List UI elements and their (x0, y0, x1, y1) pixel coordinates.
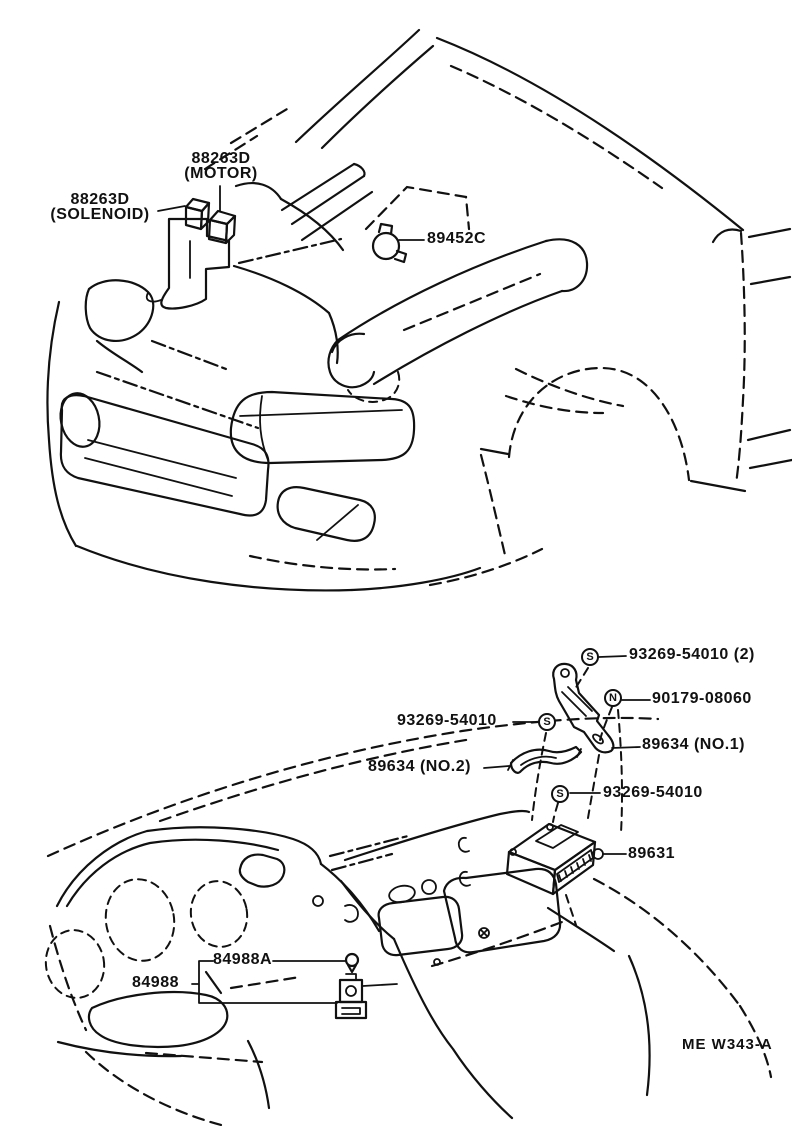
part-label-89631[interactable]: 89631 (628, 845, 675, 862)
relay-bracket (147, 219, 229, 309)
part-label-84988a[interactable]: 84988A (213, 951, 273, 968)
diagram-code: ME W343-A (682, 1036, 773, 1053)
part-label-90179-08060[interactable]: 90179-08060 (652, 690, 752, 707)
sensor-89452c (373, 224, 406, 262)
part-label-84988[interactable]: 84988 (132, 974, 179, 991)
screw-symbol: S (538, 713, 556, 731)
leader-lines-bottom (273, 656, 650, 961)
leader-lines-top (158, 186, 424, 240)
screw-symbol: S (581, 648, 599, 666)
engine-compartment-drawing (47, 30, 792, 590)
bracket-no1-shape (553, 664, 613, 752)
part-label-93269-54010-x2[interactable]: 93269-54010 (2) (629, 646, 755, 663)
part-label-88263d-motor[interactable]: 88263D (MOTOR) (184, 150, 258, 182)
part-label-93269-54010-left[interactable]: 93269-54010 (397, 712, 497, 729)
part-label-89452c[interactable]: 89452C (427, 230, 487, 247)
nut-symbol: N (604, 689, 622, 707)
part-label-89634-no1[interactable]: 89634 (NO.1) (642, 736, 745, 753)
bulb-84988a-shape (346, 954, 358, 972)
intake-plenum (338, 241, 546, 340)
part-label-89634-no2[interactable]: 89634 (NO.2) (368, 758, 471, 775)
part-label-93269-54010-lower[interactable]: 93269-54010 (603, 784, 703, 801)
part-label-88263d-solenoid[interactable]: 88263D (SOLENOID) (50, 191, 150, 223)
bracket-no2-shape (508, 747, 581, 773)
abs-relay-solenoid (186, 199, 209, 229)
clock-84988-shape (336, 974, 366, 1018)
screw-symbol: S (551, 785, 569, 803)
